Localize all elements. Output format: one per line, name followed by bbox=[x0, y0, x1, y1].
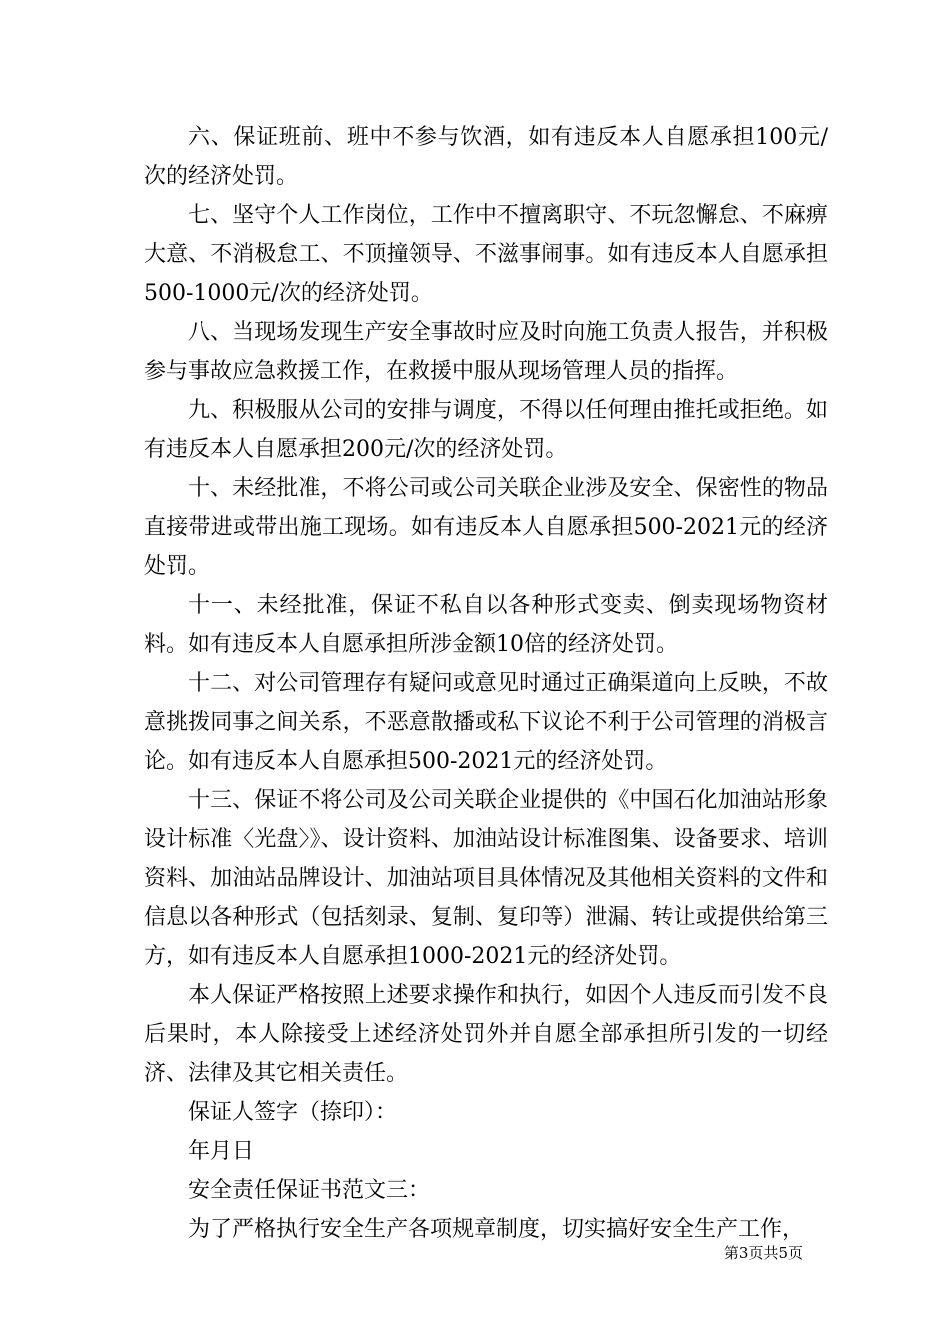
clause-8: 八、当现场发现生产安全事故时应及时向施工负责人报告，并积极参与事故应急救援工作，在救援中服从现场管理人员的指挥。 bbox=[144, 320, 828, 384]
section-heading: 安全责任保证书范文三： bbox=[188, 1178, 431, 1203]
document-body bbox=[144, 118, 828, 1249]
page-number: 第3页共5页 bbox=[723, 1244, 803, 1262]
intro-paragraph: 为了严格执行安全生产各项规章制度，切实搞好安全生产工作， bbox=[188, 1217, 805, 1242]
clause-13: 十三、保证不将公司及公司关联企业提供的《中国石化加油站形象设计标准〈光盘〉》、设计资料、加油站设计标准图集、设备要求、培训资料、加油站品牌设计、加油站项目具体情况及其他相关资料的文件和信息以各种形式（包括刻录、复制、复印等）泄漏、转让或提供给第三方，如有违反本人自愿承担1000-2021元的经济处罚。 bbox=[144, 788, 828, 969]
clause-9: 九、积极服从公司的安排与调度，不得以任何理由推托或拒绝。如有违反本人自愿承担200元/次的经济处罚。 bbox=[144, 398, 828, 462]
clause-10: 十、未经批准，不将公司或公司关联企业涉及安全、保密性的物品直接带进或带出施工现场。如有违反本人自愿承担500-2021元的经济处罚。 bbox=[144, 476, 828, 579]
clause-7: 七、坚守个人工作岗位，工作中不擅离职守、不玩忽懈怠、不麻痹大意、不消极怠工、不顶撞领导、不滋事闹事。如有违反本人自愿承担500-1000元/次的经济处罚。 bbox=[144, 203, 828, 306]
clause-6: 六、保证班前、班中不参与饮酒，如有违反本人自愿承担100元/次的经济处罚。 bbox=[144, 125, 828, 189]
date-line: 年月日 bbox=[188, 1139, 255, 1164]
guarantee-statement: 本人保证严格按照上述要求操作和执行，如因个人违反而引发不良后果时，本人除接受上述经济处罚外并自愿全部承担所引发的一切经济、法律及其它相关责任。 bbox=[144, 983, 828, 1086]
clause-11: 十一、未经批准，保证不私自以各种形式变卖、倒卖现场物资材料。如有违反本人自愿承担所涉金额10倍的经济处罚。 bbox=[144, 593, 828, 657]
signature-line: 保证人签字（捺印）： bbox=[188, 1100, 398, 1125]
clause-12: 十二、对公司管理存有疑问或意见时通过正确渠道向上反映，不故意挑拨同事之间关系，不恶意散播或私下议论不利于公司管理的消极言论。如有违反本人自愿承担500-2021元的经济处罚。 bbox=[144, 671, 828, 774]
